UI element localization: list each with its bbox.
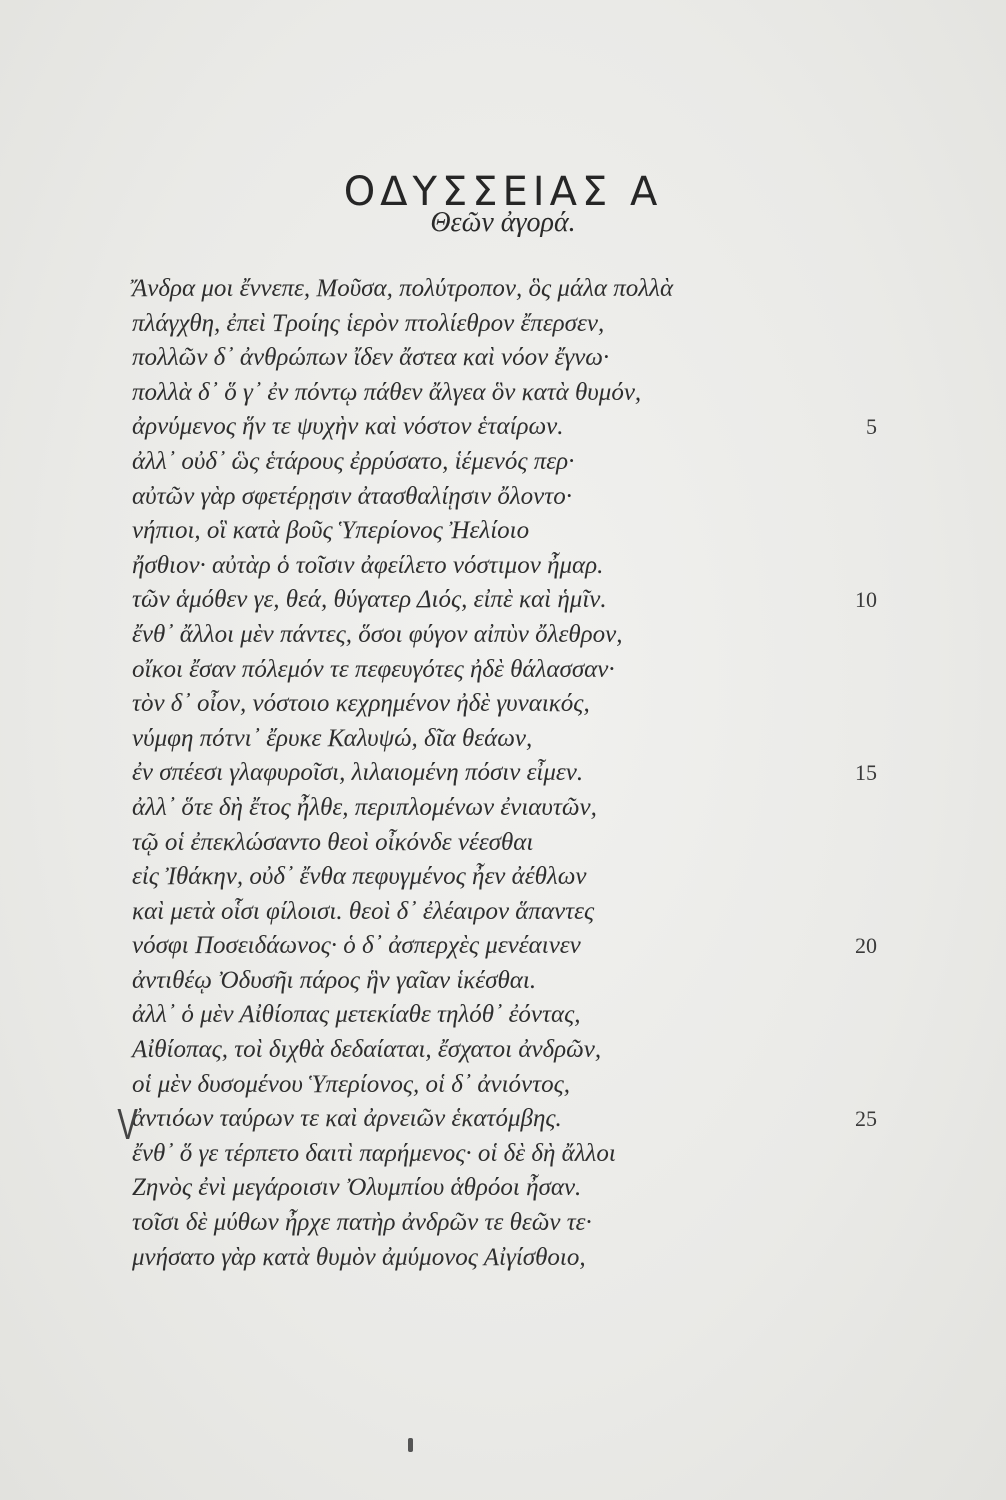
- verse-line: [132, 341, 892, 376]
- verse-text: ἐν σπέεσι γλαφυροῖσι, λιλαιομένη πόσιν εἶμεν.: [132, 759, 584, 787]
- book-title: ΟΔΥΣΣΕΙΑΣ Α: [343, 168, 663, 215]
- verse-text: ἀλλ᾽ ὅτε δὴ ἔτος ἦλθε, περιπλομένων ἐνιαυτῶν,: [132, 793, 597, 821]
- verse-text: νύμφη πότνι᾽ ἔρυκε Καλυψώ, δῖα θεάων,: [132, 724, 533, 752]
- margin-check-mark: V: [117, 1100, 138, 1149]
- verse-line: [132, 964, 892, 999]
- verse-text: τῶν ἁμόθεν γε, θεά, θύγατερ Διός, εἰπὲ καὶ ἡμῖν.: [132, 586, 607, 614]
- verse-line: [132, 722, 892, 757]
- verse-line: [132, 860, 892, 895]
- verse-line: [132, 1068, 892, 1103]
- verse-list: [132, 272, 892, 1275]
- verse-text: τὸν δ᾽ οἶον, νόστοιο κεχρημένον ἠδὲ γυναικός,: [132, 690, 590, 718]
- verse-line: [132, 410, 892, 445]
- verse-line: [132, 756, 892, 791]
- verse-text: πολλὰ δ᾽ ὅ γ᾽ ἐν πόντῳ πάθεν ἄλγεα ὃν κατὰ θυμόν,: [132, 378, 642, 406]
- verse-text: Ζηνὸς ἐνὶ μεγάροισιν Ὀλυμπίου ἁθρόοι ἦσαν.: [132, 1174, 582, 1202]
- verse-line: [132, 1137, 892, 1172]
- verse-line: [132, 445, 892, 480]
- verse-text: ἀντιθέῳ Ὀδυσῆι πάρος ἣν γαῖαν ἱκέσθαι.: [132, 966, 537, 994]
- line-number: 15: [855, 760, 877, 786]
- verse-text: καὶ μετὰ οἷσι φίλοισι. θεοὶ δ᾽ ἐλέαιρον ἅπαντες: [132, 897, 595, 925]
- verse-text: ἔνθ᾽ ὅ γε τέρπετο δαιτὶ παρήμενος· οἱ δὲ δὴ ἄλλοι: [132, 1139, 616, 1167]
- verse-line: [132, 618, 892, 653]
- verse-text: αὐτῶν γὰρ σφετέρῃσιν ἀτασθαλίῃσιν ὄλοντο·: [132, 482, 572, 510]
- line-number: 10: [855, 587, 877, 613]
- verse-text: ἤσθιον· αὐτὰρ ὁ τοῖσιν ἀφείλετο νόστιμον ἦμαρ.: [132, 551, 604, 579]
- verse-text: τοῖσι δὲ μύθων ἦρχε πατὴρ ἀνδρῶν τε θεῶν τε·: [132, 1209, 592, 1237]
- verse-line: [132, 1033, 892, 1068]
- verse-line: [132, 929, 892, 964]
- verse-line: [132, 826, 892, 861]
- verse-line: [132, 514, 892, 549]
- verse-line: [132, 687, 892, 722]
- verse-text: ἀλλ᾽ οὐδ᾽ ὣς ἑτάρους ἐρρύσατο, ἱέμενός περ·: [132, 447, 575, 475]
- verse-text: οἱ μὲν δυσομένου Ὑπερίονος, οἱ δ᾽ ἀνιόντος,: [132, 1070, 570, 1098]
- verse-text: Ἄνδρα μοι ἔννεπε, Μοῦσα, πολύτροπον, ὃς μάλα πολλὰ: [132, 275, 674, 302]
- verse-line: [132, 480, 892, 515]
- verse-text: Αἰθίοπας, τοὶ διχθὰ δεδαίαται, ἔσχατοι ἀνδρῶν,: [132, 1036, 602, 1064]
- verse-text: ἔνθ᾽ ἄλλοι μὲν πάντες, ὅσοι φύγον αἰπὺν ὄλεθρον,: [132, 620, 623, 648]
- verse-line: [132, 998, 892, 1033]
- verse-line: [132, 307, 892, 342]
- verse-text: εἰς Ἰθάκην, οὐδ᾽ ἔνθα πεφυγμένος ἦεν ἀέθλων: [132, 863, 587, 891]
- verse-line: [132, 272, 892, 307]
- verse-line: [132, 791, 892, 826]
- verse-text: ἀλλ᾽ ὁ μὲν Αἰθίοπας μετεκίαθε τηλόθ᾽ ἐόντας,: [132, 1001, 581, 1029]
- verse-text: πλάγχθη, ἐπεὶ Τροίης ἱερὸν πτολίεθρον ἔπερσεν,: [132, 309, 605, 337]
- verse-text: νόσφι Ποσειδάωνος· ὁ δ᾽ ἀσπερχὲς μενέαινεν: [132, 932, 581, 960]
- verse-text: ἀντιόων ταύρων τε καὶ ἀρνειῶν ἑκατόμβης.: [132, 1105, 562, 1133]
- verse-line: [132, 549, 892, 584]
- verse-text: μνήσατο γὰρ κατὰ θυμὸν ἀμύμονος Αἰγίσθοιο,: [132, 1243, 586, 1271]
- verse-line: [132, 1241, 892, 1276]
- verse-line: [132, 1206, 892, 1241]
- verse-line: [132, 895, 892, 930]
- verse-text: τῷ οἱ ἐπεκλώσαντο θεοὶ οἶκόνδε νέεσθαι: [132, 828, 534, 856]
- subtitle: Θεῶν ἀγορά.: [430, 207, 576, 238]
- verse-text: οἴκοι ἔσαν πόλεμόν τε πεφευγότες ἠδὲ θάλασσαν·: [132, 655, 615, 683]
- line-number: 20: [855, 933, 877, 959]
- verse-text: νήπιοι, οἳ κατὰ βοῦς Ὑπερίονος Ἠελίοιο: [132, 517, 530, 545]
- verse-line: [132, 583, 892, 618]
- verse-line: [132, 376, 892, 411]
- line-number: 25: [855, 1106, 877, 1132]
- line-number: 5: [866, 414, 877, 440]
- verse-line: [132, 1102, 892, 1137]
- verse-line: [132, 653, 892, 688]
- verse-line: [132, 1171, 892, 1206]
- verse-text: πολλῶν δ᾽ ἀνθρώπων ἴδεν ἄστεα καὶ νόον ἔγνω·: [132, 344, 610, 372]
- verse-text: ἀρνύμενος ἥν τε ψυχὴν καὶ νόστον ἑταίρων.: [132, 413, 564, 441]
- ink-spot: [408, 1438, 413, 1452]
